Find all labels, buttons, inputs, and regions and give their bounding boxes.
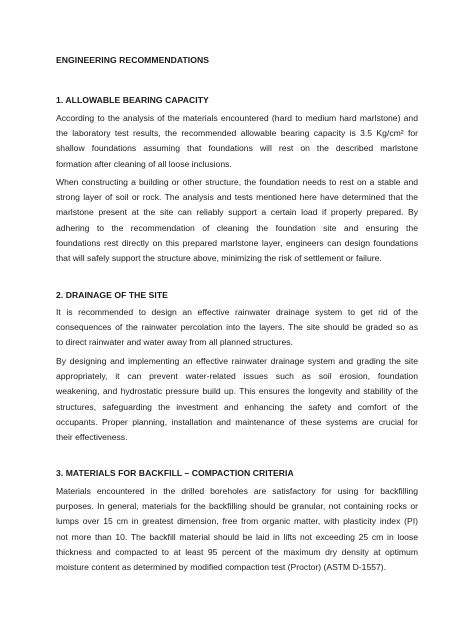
text-line: consequences of the rainwater percolation into the layers. The site should be graded so as	[56, 322, 418, 333]
text-line: occupants. Proper planning, installation and maintenance of these systems are crucial for	[56, 416, 418, 427]
text-line: weakening, and hydrostatic pressure build up. This ensures the longevity and stability of the	[56, 386, 418, 397]
section-1-heading: 1. ALLOWABLE BEARING CAPACITY	[56, 95, 209, 105]
text-line: purposes. In general, materials for the backfilling should be granular, not containing rocks or	[56, 501, 418, 512]
text-line: appropriately, it can prevent water-related issues such as soil erosion, foundation	[56, 371, 418, 382]
text-line: not more than 10. The backfill material should be laid in lifts not exceeding 25 cm in loose	[56, 531, 418, 542]
text-line: to direct rainwater and water away from all planned structures.	[56, 337, 293, 348]
text-line: According to the analysis of the materials encountered (hard to medium hard marlstone) and	[56, 113, 418, 123]
section-2-paragraph-2	[56, 354, 418, 445]
text-line: When constructing a building or other structure, the foundation needs to rest on a stable and	[56, 177, 418, 187]
text-line: their effectiveness.	[56, 432, 128, 443]
text-line: moisture content as determined by modified compaction test (Proctor) (ASTM D-1557).	[56, 562, 387, 573]
text-line: It is recommended to design an effective rainwater drainage system to get rid of the	[56, 307, 418, 317]
text-line: the laboratory test results, the recommended allowable bearing capacity is 3.5 Kg/cm² for	[56, 128, 418, 139]
section-3-heading: 3. MATERIALS FOR BACKFILL – COMPACTION CRITERIA	[56, 468, 294, 478]
text-line: adhering to the recommendation of cleaning the foundation site and ensuring the	[56, 222, 418, 233]
text-line: strong layer of soil or rock. The analysis and tests mentioned here have determined that the	[56, 192, 418, 203]
text-line: thickness and compacted to at least 95 percent of the maximum dry density at optimum	[56, 546, 418, 557]
text-line: marlstone present at the site can reliably support a certain load if properly prepared. By	[56, 207, 418, 218]
text-line: structures, safeguarding the investment and enhancing the safety and comfort of the	[56, 401, 418, 412]
document-title: ENGINEERING RECOMMENDATIONS	[56, 55, 210, 65]
section-1-paragraph-2	[56, 175, 418, 266]
text-line: By designing and implementing an effective rainwater drainage system and grading the site	[56, 356, 418, 366]
text-line: formation after cleaning of all loose inclusions.	[56, 158, 232, 169]
text-line: lumps over 15 cm in greatest dimension, free from organic matter, with plasticity index (PI)	[56, 516, 418, 527]
text-line: foundations rest directly on this prepared marlstone layer, engineers can design foundations	[56, 237, 418, 248]
text-line: shallow foundations assuming that foundations will rest on the described marlstone	[56, 143, 418, 154]
section-2-heading: 2. DRAINAGE OF THE SITE	[56, 290, 168, 300]
text-line: that will safely support the structure above, minimizing the risk of settlement or failure.	[56, 253, 382, 264]
section-2-paragraph-1	[56, 305, 418, 351]
text-line: Materials encountered in the drilled boreholes are satisfactory for using for backfilling	[56, 486, 418, 496]
section-3-paragraph-1	[56, 484, 418, 575]
section-1-paragraph-1	[56, 111, 418, 172]
